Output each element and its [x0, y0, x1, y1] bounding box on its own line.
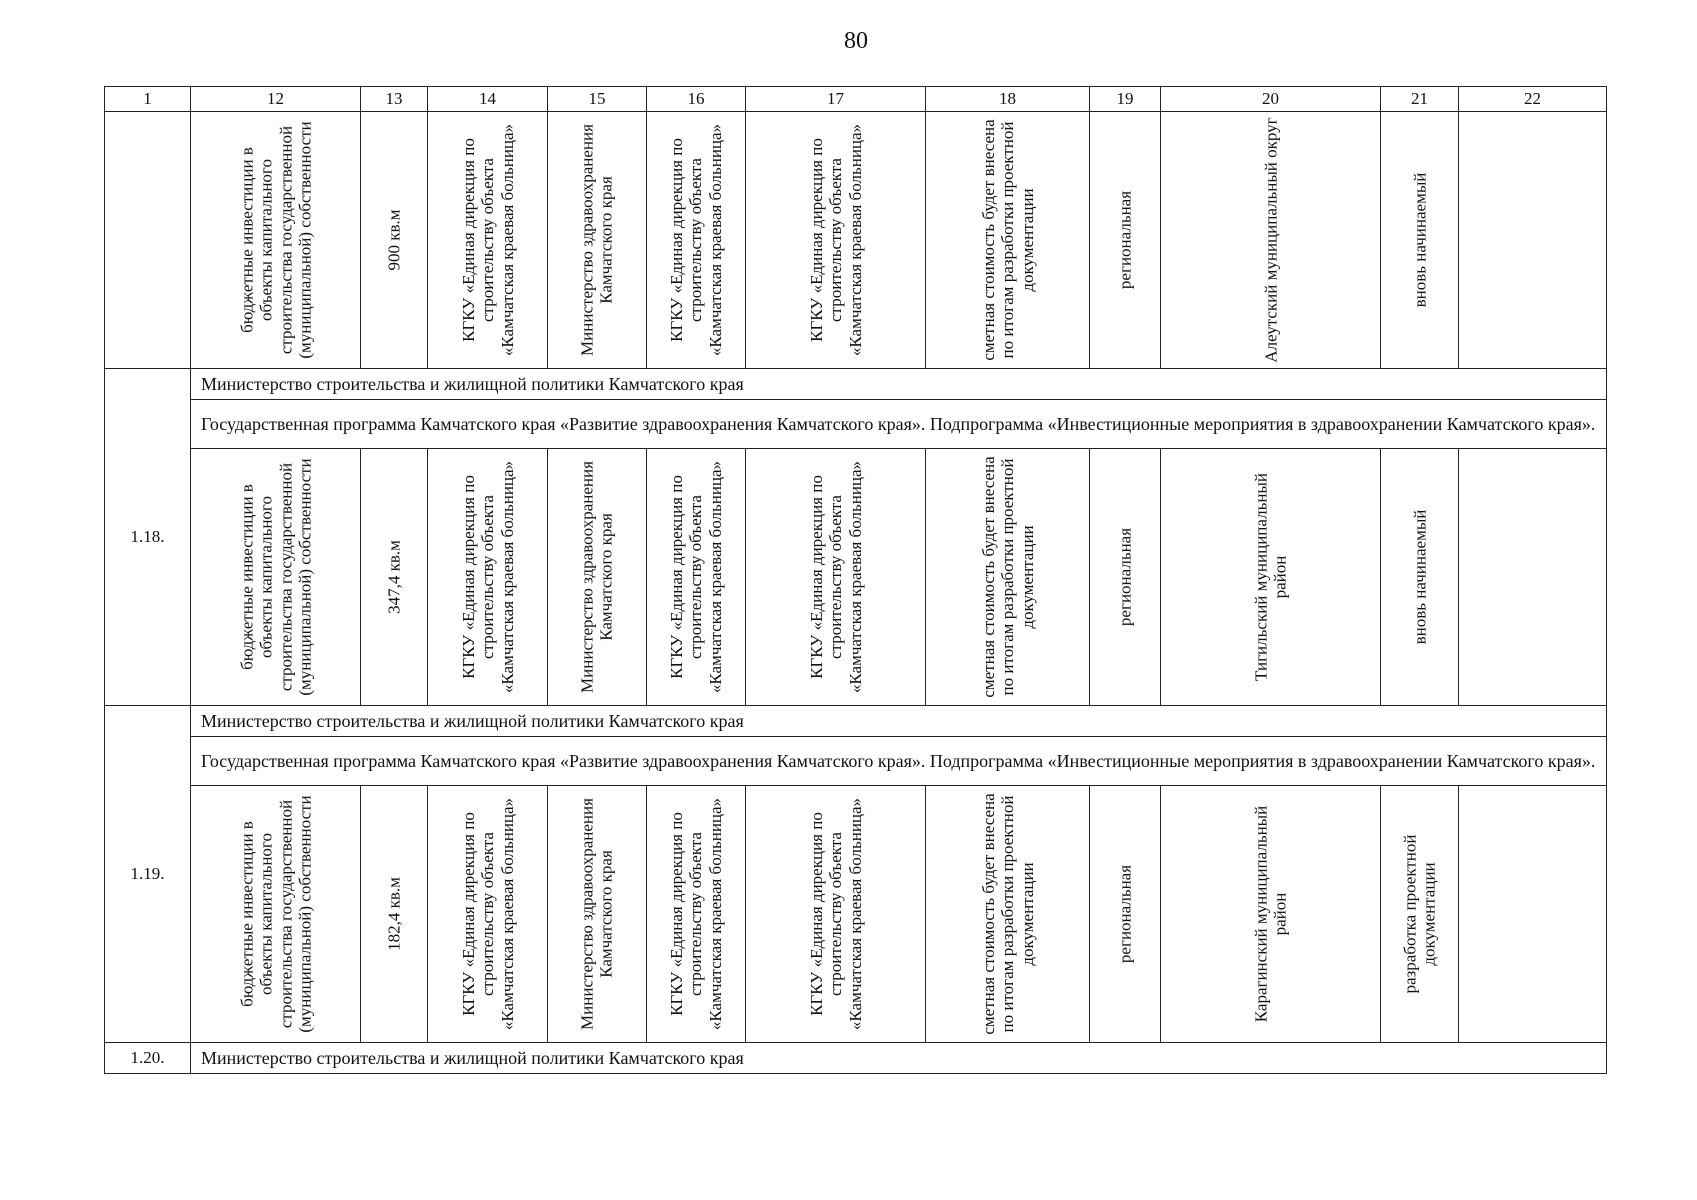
customer-cell: КГКУ «Единая дирекция по строительству объекта «Камчатская краевая больница» — [458, 797, 517, 1031]
status-cell: вновь начинаемый — [1409, 509, 1429, 645]
cost-cell: сметная стоимость будет внесена по итогам разработки проектной документации — [978, 793, 1037, 1035]
district-cell: Алеутский муниципальный округ — [1260, 117, 1280, 363]
column-number: 15 — [548, 87, 647, 112]
ministry-construction-cell: Министерство строительства и жилищной политики Камчатского края — [191, 706, 1607, 737]
customer-cell: КГКУ «Единая дирекция по строительству объекта «Камчатская краевая больница» — [458, 460, 517, 694]
row-number: 1.18. — [105, 369, 191, 706]
program-cell: Государственная программа Камчатского края «Развитие здравоохранения Камчатского края». Подпрограмма «Инвестиционные мероприятия в здравоохранении Камчатского края». — [191, 400, 1607, 449]
ministry-construction-cell: Министерство строительства и жилищной политики Камчатского края — [191, 1043, 1607, 1074]
column-number: 20 — [1161, 87, 1381, 112]
table-row — [105, 400, 1607, 449]
table-row — [105, 449, 1607, 706]
table-row — [105, 737, 1607, 786]
district-cell: Карагинский муниципальный район — [1251, 805, 1290, 1023]
developer-cell: КГКУ «Единая дирекция по строительству объекта «Камчатская краевая больница» — [666, 797, 725, 1031]
customer-cell: КГКУ «Единая дирекция по строительству объекта «Камчатская краевая больница» — [458, 123, 517, 357]
column-number: 14 — [428, 87, 548, 112]
column-number: 16 — [647, 87, 746, 112]
extra-cell — [1459, 449, 1607, 706]
ministry-cell: Министерство здравоохранения Камчатского края — [577, 124, 616, 356]
area-cell: 347,4 кв.м — [384, 540, 404, 614]
investment-type-cell: бюджетные инвестиции в объекты капитального строительства государственной (муниципальной) собственности — [236, 121, 314, 359]
column-number: 21 — [1381, 87, 1459, 112]
table-row — [105, 1043, 1607, 1074]
extra-cell — [1459, 112, 1607, 369]
row-number: 1.20. — [105, 1043, 191, 1074]
table-row — [105, 369, 1607, 400]
column-number: 17 — [746, 87, 926, 112]
developer-cell: КГКУ «Единая дирекция по строительству объекта «Камчатская краевая больница» — [666, 460, 725, 694]
column-number: 22 — [1459, 87, 1607, 112]
builder-cell: КГКУ «Единая дирекция по строительству объекта «Камчатская краевая больница» — [806, 797, 865, 1031]
status-cell: вновь начинаемый — [1409, 172, 1429, 308]
column-number: 19 — [1090, 87, 1161, 112]
ministry-cell: Министерство здравоохранения Камчатского края — [577, 798, 616, 1030]
table-row — [105, 786, 1607, 1043]
investment-type-cell: бюджетные инвестиции в объекты капитального строительства государственной (муниципальной) собственности — [236, 795, 314, 1033]
column-number: 1 — [105, 87, 191, 112]
table-row — [105, 112, 1607, 369]
area-cell: 900 кв.м — [384, 209, 404, 271]
investment-type-cell: бюджетные инвестиции в объекты капитального строительства государственной (муниципальной) собственности — [236, 458, 314, 696]
column-number: 12 — [191, 87, 361, 112]
cost-cell: сметная стоимость будет внесена по итогам разработки проектной документации — [978, 456, 1037, 698]
ministry-construction-cell: Министерство строительства и жилищной политики Камчатского края — [191, 369, 1607, 400]
ministry-cell: Министерство здравоохранения Камчатского края — [577, 461, 616, 693]
page-number: 80 — [844, 28, 868, 54]
level-cell: региональная — [1115, 190, 1135, 290]
extra-cell — [1459, 786, 1607, 1043]
row-number: 1.19. — [105, 706, 191, 1043]
developer-cell: КГКУ «Единая дирекция по строительству объекта «Камчатская краевая больница» — [666, 123, 725, 357]
builder-cell: КГКУ «Единая дирекция по строительству объекта «Камчатская краевая больница» — [806, 123, 865, 357]
level-cell: региональная — [1115, 864, 1135, 964]
area-cell: 182,4 кв.м — [384, 877, 404, 951]
program-cell: Государственная программа Камчатского края «Развитие здравоохранения Камчатского края». Подпрограмма «Инвестиционные мероприятия в здравоохранении Камчатского края». — [191, 737, 1607, 786]
column-number: 13 — [361, 87, 428, 112]
column-header-row — [105, 87, 1607, 112]
objects-table — [104, 86, 1607, 1074]
level-cell: региональная — [1115, 527, 1135, 627]
district-cell: Тигильский муниципальный район — [1251, 473, 1290, 681]
column-number: 18 — [926, 87, 1090, 112]
table-row — [105, 706, 1607, 737]
status-cell: разработка проектной документации — [1400, 834, 1439, 994]
builder-cell: КГКУ «Единая дирекция по строительству объекта «Камчатская краевая больница» — [806, 460, 865, 694]
cost-cell: сметная стоимость будет внесена по итогам разработки проектной документации — [978, 119, 1037, 361]
row-number — [105, 112, 191, 369]
